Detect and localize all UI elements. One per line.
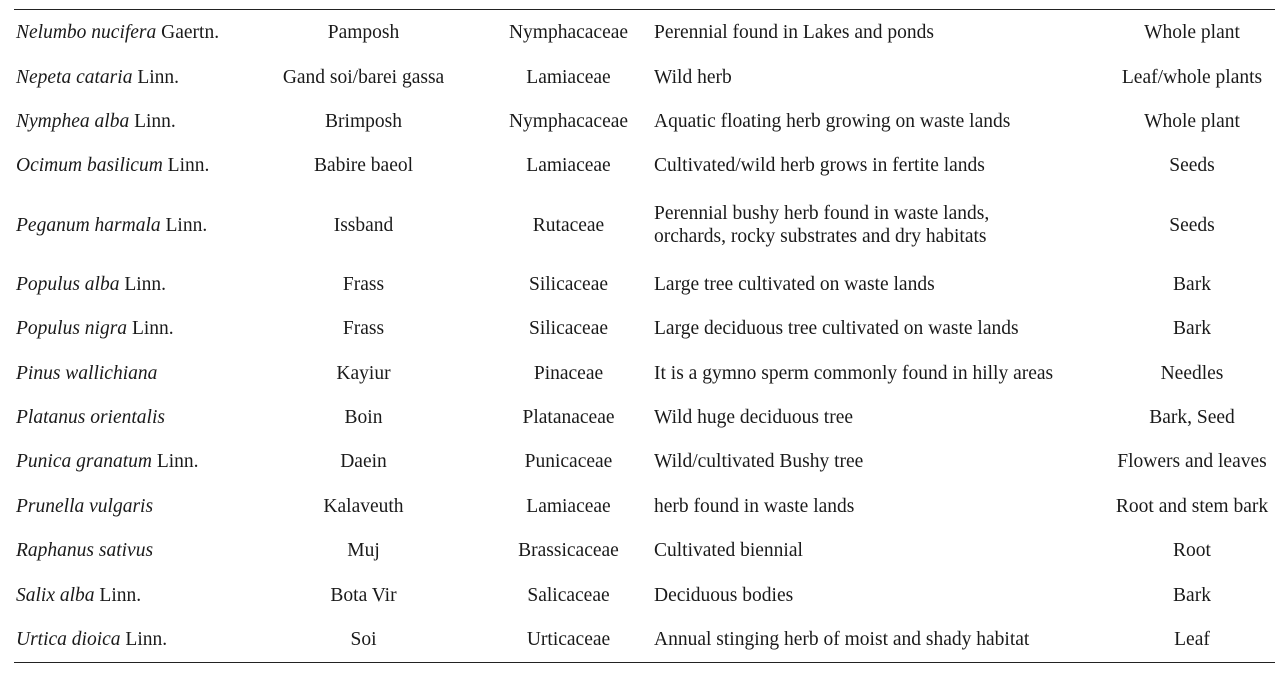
species-cell [14,440,236,484]
table-row [14,99,1275,143]
scientific-name: Nelumbo nucifera [16,22,157,43]
table-row [14,573,1275,617]
table-row [14,617,1275,661]
species-cell [14,188,236,262]
part-used-cell: Bark, Seed [1149,407,1235,429]
table-row [14,395,1275,439]
habit-cell [646,395,1109,439]
habit-cell [646,484,1109,528]
habit-cell [646,351,1109,395]
author-abbreviation: Linn. [132,66,180,88]
part-used-cell: Whole plant [1144,22,1240,43]
habit-line: Deciduous bodies [654,584,794,606]
part-used-cell: Whole plant [1144,111,1240,133]
habit-line: Large deciduous tree cultivated on waste lands [654,318,1019,340]
local-name-cell: Brimposh [325,111,402,133]
habit-cell [646,144,1109,188]
habit-line: It is a gymno sperm commonly found in hilly areas [654,362,1054,384]
local-name-cell: Gand soi/barei gassa [282,66,445,88]
species-cell [14,10,236,55]
author-abbreviation: Linn. [151,451,199,473]
part-used-cell: Leaf/whole plants [1121,66,1263,88]
local-name-cell: Daein [340,451,387,473]
habit-line: Cultivated/wild herb grows in fertite lands [654,155,985,177]
habit-cell [646,99,1109,143]
habit-cell [646,188,1109,262]
part-used-cell: Bark [1173,273,1211,295]
species-cell [14,529,236,573]
habit-cell [646,10,1109,55]
table-row [14,351,1275,395]
scientific-name: Punica granatum [16,451,152,473]
table-row [14,440,1275,484]
local-name-cell: Frass [342,318,385,340]
part-used-cell: Root [1173,540,1211,562]
local-name-cell: Soi [350,628,377,650]
author-abbreviation: Linn. [119,273,167,295]
habit-line: Wild/cultivated Bushy tree [654,451,864,473]
part-used-cell: Seeds [1169,214,1215,236]
family-cell: Lamiaceae [526,495,611,517]
plant-table-grid [14,10,1275,662]
table-row [14,10,1275,55]
scientific-name: Salix alba [16,584,95,606]
habit-line: Aquatic floating herb growing on waste lands [654,111,1011,133]
family-cell: Salicaceae [527,584,610,606]
habit-line: Annual stinging herb of moist and shady habitat [654,628,1030,650]
scientific-name: Raphanus sativus [16,540,154,562]
table-row [14,188,1275,262]
habit-line: Wild huge deciduous tree [654,407,854,429]
scientific-name: Nepeta cataria [16,66,133,88]
habit-line: Cultivated biennial [654,540,803,562]
author-abbreviation: Linn. [129,111,176,133]
habit-cell [646,529,1109,573]
local-name-cell: Frass [342,273,385,295]
table-row [14,55,1275,99]
part-used-cell: Bark [1173,584,1211,606]
species-cell [14,484,236,528]
part-used-cell: Root and stem bark [1115,495,1269,517]
habit-cell [646,307,1109,351]
species-cell [14,617,236,661]
species-cell [14,144,236,188]
part-used-cell: Leaf [1174,628,1210,650]
habit-line: Large tree cultivated on waste lands [654,273,935,295]
habit-line-2: orchards, rocky substrates and dry habitats [654,226,987,248]
family-cell: Pinaceae [533,362,604,384]
scientific-name: Ocimum basilicum [16,155,163,177]
table-row [14,144,1275,188]
table-row [14,262,1275,306]
family-cell: Urticaceae [526,628,611,650]
species-cell [14,573,236,617]
family-cell: Platanaceae [522,407,615,429]
family-cell: Brassicaceae [518,540,619,562]
part-used-cell: Bark [1173,318,1211,340]
local-name-cell: Muj [347,540,380,562]
habit-line: Wild herb [654,66,732,88]
table-row [14,484,1275,528]
scientific-name: Peganum harmala [16,214,161,236]
local-name-cell: Kayiur [336,362,391,384]
habit-cell [646,262,1109,306]
scientific-name: Populus nigra [16,318,128,340]
habit-cell [646,55,1109,99]
local-name-cell: Bota Vir [330,584,397,606]
habit-cell [646,617,1109,661]
scientific-name: Pinus wallichiana [16,362,158,384]
local-name-cell: Kalaveuth [323,495,404,517]
family-cell: Silicaceae [528,318,609,340]
part-used-cell: Flowers and leaves [1117,451,1267,473]
scientific-name: Prunella vulgaris [16,495,154,517]
author-abbreviation: Linn. [160,214,208,236]
table-row [14,529,1275,573]
plant-table-body [14,10,1275,662]
species-cell [14,262,236,306]
scientific-name: Urtica dioica [16,628,121,650]
family-cell: Punicaceae [524,451,613,473]
part-used-cell: Needles [1160,362,1224,384]
habit-cell [646,573,1109,617]
scientific-name: Populus alba [16,273,120,295]
species-cell [14,307,236,351]
local-name-cell: Pamposh [327,22,400,43]
plant-table [14,9,1275,663]
family-cell: Nymphacaceae [508,111,629,133]
family-cell: Lamiaceae [526,66,611,88]
table-row [14,307,1275,351]
habit-line: Perennial bushy herb found in waste lands, [654,203,990,225]
local-name-cell: Boin [344,407,383,429]
species-cell [14,395,236,439]
author-abbreviation: Linn. [94,584,142,606]
author-abbreviation: Linn. [127,318,174,340]
part-used-cell: Seeds [1169,155,1215,177]
local-name-cell: Babire baeol [313,155,414,177]
author-abbreviation: Linn. [120,628,168,650]
habit-cell [646,440,1109,484]
family-cell: Nymphacaceae [508,22,629,43]
family-cell: Lamiaceae [526,155,611,177]
author-abbreviation: Gaertn. [156,22,220,43]
species-cell [14,99,236,143]
habit-line: herb found in waste lands [654,495,855,517]
species-cell [14,55,236,99]
species-cell [14,351,236,395]
local-name-cell: Issband [333,214,394,236]
author-abbreviation: Linn. [162,155,210,177]
family-cell: Rutaceae [532,214,605,236]
scientific-name: Platanus orientalis [16,407,165,429]
scientific-name: Nymphea alba [16,111,130,133]
habit-line: Perennial found in Lakes and ponds [654,22,934,43]
family-cell: Silicaceae [528,273,609,295]
